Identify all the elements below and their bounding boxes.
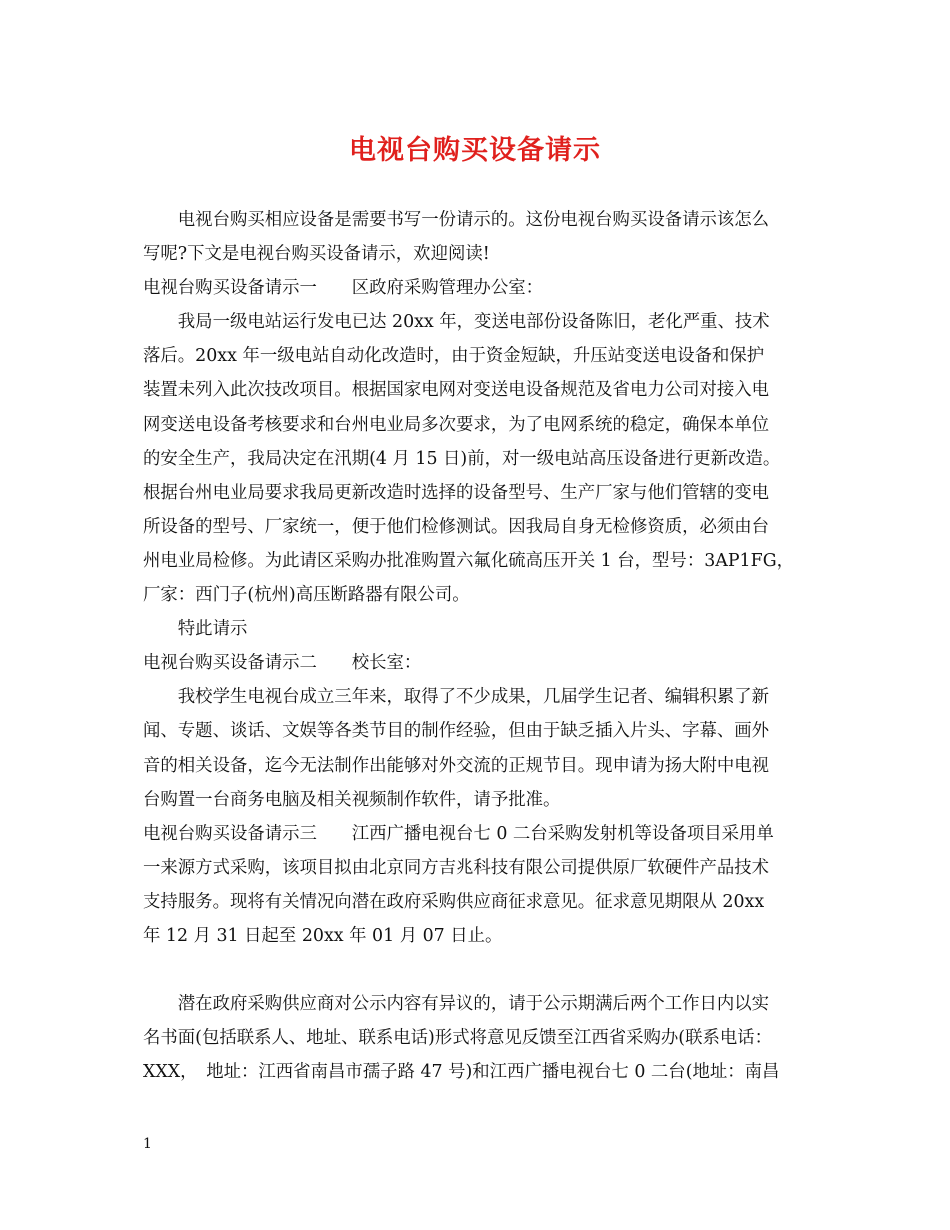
body-line: 所设备的型号、厂家统一，便于他们检修测试。因我局自身无检修资质，必须由台 xyxy=(143,516,770,537)
body-line: 闻、专题、谈话、文娱等各类节目的制作经验，但由于缺乏插入片头、字幕、画外 xyxy=(143,721,770,742)
body-line: 名书面(包括联系人、地址、联系电话)形式将意见反馈至江西省采购办(联系电话： xyxy=(143,1028,773,1049)
body-line: 音的相关设备，迄今无法制作出能够对外交流的正规节目。现申请为扬大附中电视 xyxy=(143,755,770,776)
body-line: 我校学生电视台成立三年来，取得了不少成果，几届学生记者、编辑积累了新 xyxy=(143,687,770,708)
document-title: 电视台购买设备请示 xyxy=(349,135,601,166)
section-heading-2: 电视台购买设备请示二 校长室： xyxy=(143,653,422,674)
body-line: 电视台购买相应设备是需要书写一份请示的。这份电视台购买设备请示该怎么 xyxy=(143,210,770,230)
body-line: 潜在政府采购供应商对公示内容有异议的，请于公示期满后两个工作日内以实 xyxy=(143,994,770,1015)
body-line: 台购置一台商务电脑及相关视频制作软件，请予批准。 xyxy=(143,789,561,810)
body-line: 支持服务。现将有关情况向潜在政府采购供应商征求意见。征求意见期限从 20xx xyxy=(143,891,765,912)
body-line: 厂家：西门子(杭州)高压断路器有限公司。 xyxy=(143,585,470,606)
page-number: 1 xyxy=(143,1136,152,1152)
body-line: XXX， 地址：江西省南昌市孺子路 47 号)和江西广播电视台七 0 二台(地址：南昌 xyxy=(143,1062,780,1083)
body-line: 落后。20xx 年一级电站自动化改造时，由于资金短缺，升压站变送电设备和保护 xyxy=(143,346,765,367)
body-line: 年 12 月 31 日起至 20xx 年 01 月 07 日止。 xyxy=(143,925,503,946)
body-line: 州电业局检修。为此请区采购办批准购置六氟化硫高压开关 1 台，型号：3AP1FG， xyxy=(143,550,794,571)
section-heading-3: 电视台购买设备请示三 江西广播电视台七 0 二台采购发射机等设备项目采用单 xyxy=(143,823,774,844)
body-line: 装置未列入此次技改项目。根据国家电网对变送电设备规范及省电力公司对接入电 xyxy=(143,380,770,401)
body-line: 特此请示 xyxy=(143,619,248,640)
section-heading-1: 电视台购买设备请示一 区政府采购管理办公室： xyxy=(143,278,543,299)
body-line: 根据台州电业局要求我局更新改造时选择的设备型号、生产厂家与他们管辖的变电 xyxy=(143,482,770,503)
document-body xyxy=(143,203,823,1089)
body-line: 我局一级电站运行发电已达 20xx 年，变送电部份设备陈旧，老化严重、技术 xyxy=(143,312,770,333)
blank-line xyxy=(143,953,823,987)
body-line: 的安全生产，我局决定在汛期(4 月 15 日)前，对一级电站高压设备进行更新改造。 xyxy=(143,448,781,469)
body-line: 网变送电设备考核要求和台州电业局多次要求，为了电网系统的稳定，确保本单位 xyxy=(143,414,770,435)
body-line: 一来源方式采购，该项目拟由北京同方吉兆科技有限公司提供原厂软硬件产品技术 xyxy=(143,857,770,878)
body-line: 写呢?下文是电视台购买设备请示，欢迎阅读! xyxy=(143,244,490,265)
